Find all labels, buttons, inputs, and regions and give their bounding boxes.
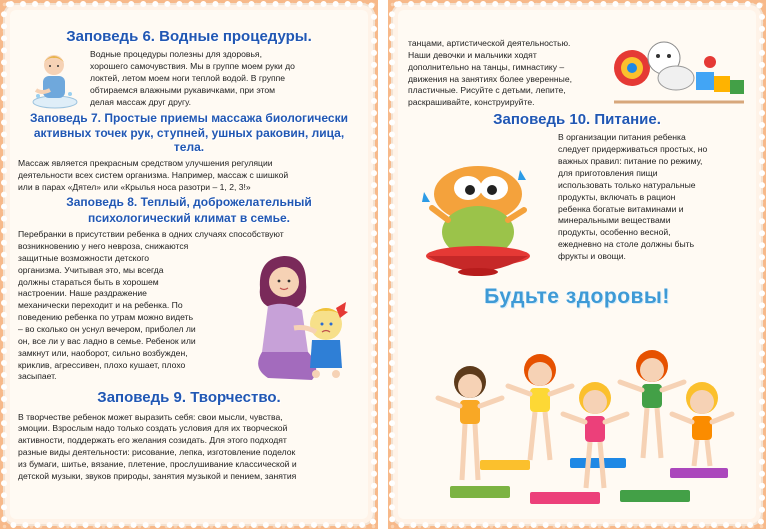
text-s10: В организации питания ребенка следует придерживаться простых, но важных правил: питание по режиму, для приготовления пищи использовать только натуральные продукты, включать в рацион ребенка богатые витаминами и минеральными веществами продукты, особенно весной, ежедневно на столе должны быть фрукты и овощи. — [558, 132, 708, 261]
heading-s7: Заповедь 7. Простые приемы массажа биологически активных точек рук, ступней, ушных раковин, лица, тела. — [30, 110, 348, 155]
text-s9-continued: танцами, артистической деятельностью. Наши девочки и мальчики ходят дополнительно на танцы, гимнастику – движения на занятиях более уверенные, пластичные. Рисуйте с детьми, лепите, раскрашивайте, конструируйте. — [408, 38, 573, 108]
text-s9: В творчестве ребенок может выразить себя: свои мысли, чувства, эмоции. Взрослым надо только создать условия для их творческой активности, поддержать его желания созидать. Для этого подходят разные виды деятельности: рисование, лепка, изготовление поделок из бумаги, шитье, вязание, плетение, прослушивание классической и детской музыки, звуков природы, занятия музыкой и пением, занятия — [18, 411, 297, 481]
mother-child-illustration — [242, 248, 360, 386]
exercising-kids-illustration — [420, 340, 740, 515]
boy-washing-illustration — [28, 50, 82, 110]
right-content — [406, 14, 748, 515]
text-s6: Водные процедуры полезны для здоровья, хорошего самочувствия. Мы в группе моем руки до локтей, летом моем ноги теплой водой. В группе обтираемся влажными рукавичками, при этом делая массаж друг другу. — [90, 49, 295, 107]
left-content — [18, 14, 360, 515]
closing-title: Будьте здоровы! — [484, 284, 670, 308]
text-s7: Массаж является прекрасным средством улучшения регуляции деятельности всех систем организма. Например, массаж с шишкой или в парах «Дятел» или «Крылья носа разотри – 1, 2, 3!» — [18, 157, 289, 192]
heading-s10: Заповедь 10. Питание. — [493, 111, 661, 129]
heading-s9: Заповедь 9. Творчество. — [97, 389, 281, 407]
heading-s6: Заповедь 6. Водные процедуры. — [66, 28, 312, 45]
character-bowl-illustration — [412, 150, 540, 280]
toys-illustration — [604, 32, 748, 114]
text-s8: Перебранки в присутствии ребенка в одних случаях способствуют возникновению у него невроза, снижаются защитные возможности детского организма. Учитывая это, мы всегда должны стараться быть в хорошем настроении. Наше раздражение механически переходит и на ребенка. По поведению ребенка по утрам можно видеть – во сколько он уснул вечером, приболел ли он, все ли у вас ладно в семье. Ребенок или замкнут или, наоборот, сильно возбужден, криклив, агрессивен, плохо кушает, плохо засыпает. — [18, 229, 284, 382]
right-page — [388, 0, 766, 529]
heading-s8: Заповедь 8. Теплый, доброжелательный психологический климат в семье. — [66, 194, 312, 226]
left-page — [0, 0, 378, 529]
